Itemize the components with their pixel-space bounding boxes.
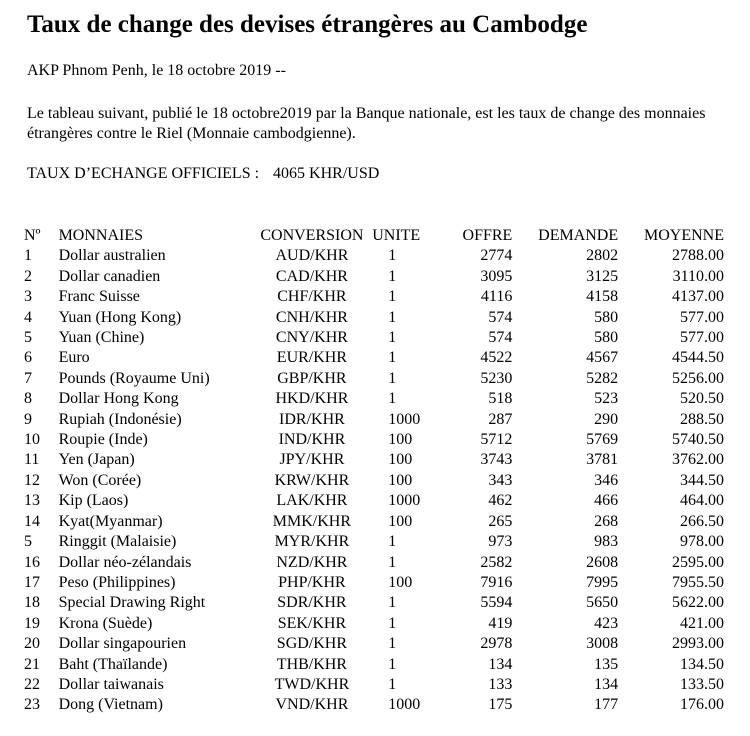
header-unit: UNITE	[372, 227, 421, 244]
table-row	[24, 348, 724, 368]
cell-unit: 100	[388, 431, 413, 449]
table-row	[24, 308, 724, 328]
table-row	[24, 614, 724, 634]
cell-conversion: CHF/KHR	[277, 288, 347, 306]
cell-unit: 100	[388, 512, 413, 530]
cell-no: 13	[24, 492, 40, 510]
dateline: AKP Phnom Penh, le 18 octobre 2019 --	[27, 62, 286, 79]
cell-conversion: AUD/KHR	[275, 247, 349, 265]
cell-demand: 135	[594, 655, 619, 673]
cell-demand: 983	[594, 533, 619, 551]
cell-demand: 4158	[586, 288, 619, 306]
cell-offer: 4522	[480, 349, 513, 367]
cell-offer: 133	[488, 675, 513, 693]
cell-currency: Dollar canadien	[58, 267, 161, 285]
table-row	[24, 267, 724, 287]
cell-no: 3	[24, 288, 32, 306]
cell-no: 16	[24, 553, 40, 571]
cell-conversion: SGD/KHR	[276, 635, 348, 653]
cell-conversion: LAK/KHR	[276, 492, 348, 510]
cell-unit: 1	[388, 594, 397, 612]
cell-currency: Yen (Japan)	[58, 451, 135, 469]
table-body	[24, 246, 724, 715]
cell-average: 577.00	[680, 329, 724, 347]
cell-conversion: THB/KHR	[276, 655, 348, 673]
cell-offer: 7916	[480, 573, 513, 591]
cell-offer: 3743	[480, 451, 513, 469]
cell-unit: 100	[388, 471, 413, 489]
cell-demand: 177	[594, 696, 619, 714]
cell-unit: 100	[388, 573, 413, 591]
cell-no: 19	[24, 614, 40, 632]
cell-average: 3110.00	[672, 267, 724, 285]
cell-conversion: CAD/KHR	[275, 267, 348, 285]
table-header-row	[24, 226, 724, 246]
cell-average: 421.00	[680, 614, 724, 632]
cell-demand: 2802	[586, 247, 619, 265]
cell-no: 12	[24, 471, 40, 489]
cell-offer: 973	[488, 533, 513, 551]
cell-conversion: IDR/KHR	[279, 410, 345, 428]
cell-currency: Peso (Philippines)	[58, 573, 176, 591]
cell-offer: 175	[488, 696, 513, 714]
cell-conversion: CNY/KHR	[275, 329, 348, 347]
cell-unit: 1	[388, 655, 397, 673]
table-row	[24, 410, 724, 430]
official-rate-value: 4065 KHR/USD	[273, 165, 380, 182]
cell-conversion: MMK/KHR	[272, 512, 352, 530]
cell-demand: 4567	[586, 349, 619, 367]
table-row	[24, 328, 724, 348]
table-row	[24, 471, 724, 491]
cell-average: 266.50	[680, 512, 724, 530]
table-row	[24, 430, 724, 450]
cell-no: 20	[24, 635, 40, 653]
cell-average: 978.00	[680, 533, 724, 551]
cell-no: 5	[24, 329, 32, 347]
header-offer: OFFRE	[462, 227, 513, 244]
header-demand: DEMANDE	[538, 227, 619, 244]
cell-average: 176.00	[680, 696, 724, 714]
cell-average: 520.50	[680, 390, 724, 408]
cell-currency: Won (Corée)	[58, 471, 142, 489]
cell-average: 4544.50	[672, 349, 724, 367]
official-rate-label: TAUX D’ECHANGE OFFICIELS :	[27, 165, 260, 182]
header-average: MOYENNE	[644, 227, 724, 244]
table-row	[24, 287, 724, 307]
cell-currency: Kyat(Myanmar)	[58, 512, 163, 530]
table-row	[24, 512, 724, 532]
cell-offer: 5230	[480, 369, 513, 387]
cell-unit: 1	[388, 675, 397, 693]
cell-offer: 134	[488, 655, 513, 673]
cell-conversion: SDR/KHR	[277, 594, 347, 612]
header-currency: MONNAIES	[58, 227, 144, 244]
cell-offer: 265	[488, 512, 513, 530]
cell-unit: 1	[388, 267, 397, 285]
cell-offer: 4116	[480, 288, 513, 306]
cell-no: 1	[24, 247, 32, 265]
cell-average: 5256.00	[672, 369, 724, 387]
cell-unit: 1	[388, 329, 397, 347]
cell-currency: Dollar singapourien	[58, 635, 187, 653]
cell-currency: Dollar néo-zélandais	[58, 553, 192, 571]
cell-demand: 268	[594, 512, 619, 530]
cell-currency: Rupiah (Indonésie)	[58, 410, 182, 428]
cell-no: 18	[24, 594, 40, 612]
cell-average: 133.50	[680, 675, 724, 693]
cell-demand: 3008	[586, 635, 619, 653]
cell-currency: Dollar taiwanais	[58, 675, 164, 693]
table-row	[24, 450, 724, 470]
table-row	[24, 593, 724, 613]
table-row	[24, 491, 724, 511]
cell-average: 2595.00	[672, 553, 724, 571]
cell-demand: 290	[594, 410, 619, 428]
cell-no: 5	[24, 533, 32, 551]
cell-currency: Pounds (Royaume Uni)	[58, 369, 210, 387]
cell-average: 288.50	[680, 410, 724, 428]
table-row	[24, 655, 724, 675]
cell-average: 5740.50	[672, 431, 724, 449]
cell-no: 2	[24, 267, 32, 285]
cell-currency: Krona (Suède)	[58, 614, 153, 632]
cell-offer: 419	[488, 614, 513, 632]
cell-no: 17	[24, 573, 40, 591]
cell-unit: 1000	[388, 492, 421, 510]
cell-conversion: MYR/KHR	[274, 533, 350, 551]
exchange-rate-table	[24, 226, 724, 716]
cell-demand: 5769	[586, 431, 619, 449]
cell-unit: 1000	[388, 696, 421, 714]
header-no: Nº	[24, 227, 41, 244]
page-title: Taux de change des devises étrangères au Cambodge	[27, 11, 588, 38]
cell-no: 6	[24, 349, 32, 367]
cell-currency: Dollar Hong Kong	[58, 390, 179, 408]
cell-currency: Franc Suisse	[58, 288, 140, 306]
cell-no: 9	[24, 410, 32, 428]
cell-unit: 1	[388, 308, 397, 326]
cell-currency: Yuan (Hong Kong)	[58, 308, 182, 326]
cell-demand: 7995	[586, 573, 619, 591]
intro-paragraph: Le tableau suivant, publié le 18 octobre2019 par la Banque nationale, est les taux de change des monnaies étrangères contre le Riel (Monnaie cambodgienne).	[27, 105, 706, 142]
table-row	[24, 553, 724, 573]
cell-offer: 462	[488, 492, 513, 510]
cell-conversion: VND/KHR	[275, 696, 349, 714]
cell-no: 21	[24, 655, 40, 673]
cell-conversion: GBP/KHR	[277, 369, 347, 387]
cell-unit: 1	[388, 614, 397, 632]
cell-unit: 1	[388, 553, 397, 571]
table-row	[24, 246, 724, 266]
cell-conversion: JPY/KHR	[279, 451, 345, 469]
table-row	[24, 634, 724, 654]
cell-average: 3762.00	[672, 451, 724, 469]
cell-currency: Ringgit (Malaisie)	[58, 533, 177, 551]
cell-currency: Euro	[58, 349, 90, 367]
cell-conversion: EUR/KHR	[276, 349, 348, 367]
table-row	[24, 369, 724, 389]
cell-demand: 3125	[586, 267, 619, 285]
cell-demand: 2608	[586, 553, 619, 571]
cell-no: 22	[24, 675, 40, 693]
cell-no: 8	[24, 390, 32, 408]
cell-unit: 1	[388, 349, 397, 367]
table-row	[24, 573, 724, 593]
cell-demand: 134	[594, 675, 619, 693]
cell-average: 2788.00	[672, 247, 724, 265]
cell-demand: 523	[594, 390, 619, 408]
cell-offer: 3095	[480, 267, 513, 285]
cell-average: 344.50	[680, 471, 724, 489]
cell-offer: 574	[488, 308, 513, 326]
cell-conversion: PHP/KHR	[278, 573, 346, 591]
cell-unit: 1	[388, 247, 397, 265]
cell-offer: 5594	[480, 594, 513, 612]
header-conversion: CONVERSION	[260, 227, 364, 244]
cell-conversion: CNH/KHR	[275, 308, 348, 326]
cell-average: 134.50	[680, 655, 724, 673]
cell-conversion: TWD/KHR	[274, 675, 350, 693]
cell-unit: 1	[388, 369, 397, 387]
cell-conversion: NZD/KHR	[276, 553, 348, 571]
cell-offer: 343	[488, 471, 513, 489]
cell-unit: 1000	[388, 410, 421, 428]
cell-average: 464.00	[680, 492, 724, 510]
cell-average: 577.00	[680, 308, 724, 326]
cell-unit: 100	[388, 451, 413, 469]
cell-no: 11	[24, 451, 40, 469]
cell-average: 5622.00	[672, 594, 724, 612]
cell-unit: 1	[388, 635, 397, 653]
cell-demand: 346	[594, 471, 619, 489]
table-row	[24, 675, 724, 695]
cell-currency: Dong (Vietnam)	[58, 696, 163, 714]
cell-offer: 518	[488, 390, 513, 408]
table-row	[24, 389, 724, 409]
cell-average: 2993.00	[672, 635, 724, 653]
cell-currency: Kip (Laos)	[58, 492, 129, 510]
cell-currency: Special Drawing Right	[58, 594, 206, 612]
cell-offer: 287	[488, 410, 513, 428]
cell-demand: 466	[594, 492, 619, 510]
cell-conversion: HKD/KHR	[275, 390, 349, 408]
cell-no: 4	[24, 308, 32, 326]
cell-demand: 423	[594, 614, 619, 632]
cell-offer: 5712	[480, 431, 513, 449]
cell-offer: 2978	[480, 635, 513, 653]
cell-conversion: SEK/KHR	[277, 614, 347, 632]
cell-no: 23	[24, 696, 40, 714]
cell-demand: 580	[594, 329, 619, 347]
cell-average: 7955.50	[672, 573, 724, 591]
cell-demand: 5650	[586, 594, 619, 612]
cell-conversion: KRW/KHR	[274, 471, 350, 489]
cell-unit: 1	[388, 390, 397, 408]
cell-offer: 2582	[480, 553, 513, 571]
cell-no: 7	[24, 369, 32, 387]
cell-demand: 5282	[586, 369, 619, 387]
cell-conversion: IND/KHR	[278, 431, 346, 449]
cell-no: 14	[24, 512, 40, 530]
cell-unit: 1	[388, 533, 397, 551]
cell-offer: 2774	[480, 247, 513, 265]
cell-no: 10	[24, 431, 40, 449]
cell-currency: Dollar australien	[58, 247, 166, 265]
cell-offer: 574	[488, 329, 513, 347]
cell-demand: 580	[594, 308, 619, 326]
table-row	[24, 532, 724, 552]
cell-currency: Yuan (Chine)	[58, 329, 145, 347]
table-row	[24, 695, 724, 715]
official-rate	[27, 164, 379, 184]
cell-currency: Baht (Thaïlande)	[58, 655, 168, 673]
cell-unit: 1	[388, 288, 397, 306]
cell-average: 4137.00	[672, 288, 724, 306]
cell-currency: Roupie (Inde)	[58, 431, 148, 449]
cell-demand: 3781	[586, 451, 619, 469]
